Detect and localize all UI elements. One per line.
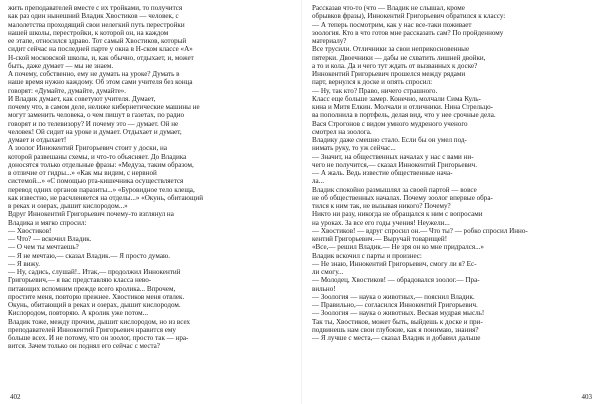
text-line: Класс еще больше замер. Конечно, молчали Сима Куль- [312, 94, 481, 103]
text-line: перевод одних органов паразиты...» «Буровидное тело клеща, [8, 185, 195, 194]
text-line: вится. Зачем только он поднял его сейчас с места? [8, 342, 160, 351]
text-line: — Зоология — наука о животных. Веская мудрая мысль! [312, 309, 485, 318]
text-line: системой...» «С помощью рта-кишечника осуществляется [8, 177, 184, 186]
text-line: — Хвостиков! — вдруг спросил он.— Что ты? — робко спросил Инно- [312, 226, 528, 235]
text-line: говорят: «Думайте, думайте, думайте». [8, 86, 127, 95]
text-line: Владик спокойно размышлял за своей партой — вовсе [312, 185, 477, 194]
text-line: Владику даже смешно стало. Если бы он умел под- [312, 136, 467, 144]
text-line: человек! Ой сидит на уроке и думает. Отдыхает и думает, [8, 127, 182, 136]
text-line: простите меня, повторю прежнее. Хвостиков меня отвлек. [8, 292, 185, 301]
text-line: Все трусили. Отличники за свои неприкосновенные [312, 45, 470, 54]
text-line: — Я лучше с места,— сказал Владик и добавил дальше [312, 334, 481, 342]
text-line: почему что, в самом деле, нелиже кибернетические машины не [8, 103, 200, 111]
right-page-number: 403 [581, 393, 592, 401]
text-line: говорят и по телевизору? И почему это — думает. Ой не [8, 119, 179, 128]
text-line: Владик вскочил с парты и произнес: [312, 251, 422, 260]
text-line: — А жаль. Ведь известие общественные нача- [312, 169, 453, 177]
text-line: Н-ской московской школы, и, как обычно, отдыхает, и, может [8, 53, 194, 62]
text-line: — Значит, на общественных началах у нас с вами ни- [312, 152, 474, 161]
book-gutter [301, 0, 302, 404]
text-line: ли смогу... [312, 268, 344, 276]
text-line: вильно! [312, 284, 336, 293]
text-line: И Владик думает, как советуют учителя. Думает, [8, 94, 156, 103]
text-line: могут заменить человека, о чем пишут в газетах, по радио [8, 111, 185, 120]
text-line: — Ну, садись, слушай!.. Итак,— продолжил Иннокентий [8, 268, 181, 276]
text-line: ее этапе, относился здраво. Тот самый Хвостиков, который [8, 37, 187, 45]
text-line: — Правильно,— согласился Иннокентий Григорьевич. [312, 301, 478, 309]
text-line: тился к ним так, не вызывая никого? Почему? [312, 202, 451, 210]
text-line: наше время нужно каждому. Об этом сами учителя без конца [8, 78, 193, 87]
text-line: обрывков фразы), Иннокентий Григорьевич обратился к классу: [312, 12, 506, 21]
text-line: Вася Строгонов с видом умного мудреного ученого [312, 119, 468, 128]
text-line: «Все,— решил Владик.— Не зря он ко мне придрался...» [312, 243, 484, 252]
text-line: думает и отдыхает! [8, 136, 67, 144]
text-line: — Хвостиков! [8, 226, 52, 235]
text-line: материалу? [312, 37, 347, 45]
text-line: как раз один нынешний Владик Хвостиков — человек, с [8, 12, 179, 21]
text-line: — Не знаю, Иннокентий Григорьевич, смогу ли я? Ес- [312, 259, 477, 268]
text-line: которой развешаны схемы, и что-то объясняет. До Владика [8, 152, 187, 161]
text-line: доносятся только отдельные фразы: «Медуза, таким образом, [8, 160, 194, 169]
text-line: кентий Григорьевич.— Выручай товарищей! [312, 235, 448, 243]
text-line: Вдруг Иннокентий Григорьевич почему-то взглянул на [8, 210, 174, 219]
text-line: смотрел на зоолога. [312, 127, 372, 136]
text-line: — О чем ты мечтаешь? [8, 243, 79, 252]
left-page [8, 4, 295, 390]
text-line: Владика и мягко спросил: [8, 218, 87, 227]
text-line: зоология. Кто в что готов мне рассказать сам? По пройденному [312, 28, 504, 37]
text-line: как известно, не расчленяется на отделы...» «Окунь, обитающий [8, 193, 203, 202]
text-line: быть, даже думает — мы не знаем. [8, 61, 114, 70]
text-line: Иннокентий Григорьевич прошелся между рядами [312, 70, 466, 78]
text-line: нимать руку, то уж сейчас... [312, 144, 396, 153]
text-line: Рассказав что-то (что — Владик не слышал, кроме [312, 4, 465, 12]
text-line: ва пополнила в портфель, делая вид, что у нее срочные дела. [312, 111, 496, 120]
text-line: а то и кола. Да и чего тут ждать от вызванных к доске? [312, 61, 478, 70]
text-line: — Зоология — наука о животных,— пояснил Владик. [312, 292, 475, 301]
text-line: А зоолог Иннокентий Григорьевич стоит у доски, на [8, 144, 167, 153]
text-line: А почему, собственно, ему не думать на уроке? Думать в [8, 70, 180, 78]
text-line: больше всех. И не потому, что он зоолог, просто так — нра- [8, 334, 189, 342]
text-line: не об общественных началах. Почему зоолог впервые обра- [312, 193, 493, 202]
text-line: малолетства проходящий свои нелегкий путь перестройки [8, 20, 185, 29]
text-line: питающих вспомним прежде всего кролика... Впрочем, [8, 284, 176, 293]
text-line: пятерки. Двоечники — дабы не схватить лишней двойки, [312, 53, 486, 62]
text-line: ла... [312, 177, 325, 186]
text-line: жить преподавателей вместе с их тройками, то получится [8, 4, 183, 12]
text-line: сидит сейчас на последней парте у окна в Н-ском классе «А» [8, 45, 193, 54]
right-page [312, 4, 595, 390]
text-line: Так ты, Хвостиков, может быть, выйдешь к доске и при- [312, 317, 483, 326]
text-line: — Что? — вскочил Владик. [8, 235, 92, 243]
left-page-number: 402 [10, 393, 21, 401]
text-line: в отличие от гидры...» «Как мы видим, с нервной [8, 169, 157, 177]
text-line: подвинешь нам свои глубокие, как я понимаю, знания? [312, 325, 479, 334]
text-line: нашей школы, перестройки, к которой он, на каждом [8, 28, 169, 37]
text-line: Никто ни разу, никогда не обращался к ним с вопросами [312, 210, 483, 219]
text-line: кина и Митя Елкин. Молчали и отличники. Нина Стрельцо- [312, 103, 494, 111]
text-line: Кислородом, повторяю. А кролик уже потом... [8, 309, 148, 318]
text-line: — Я вижу. [8, 259, 41, 268]
text-line: на уроках. За все его годы учения! Неужели... [312, 218, 450, 227]
text-line: — Ну, так кто? Право, ничего страшного. [312, 86, 438, 95]
text-line: чего не получится,— сказал Иннокентий Григорьевич. [312, 160, 478, 169]
text-line: — Я не мечтаю,— сказал Владик.— Я просто думаю. [8, 251, 171, 260]
text-line: преподавателей Иннокентий Григорьевич нравится ему [8, 325, 176, 334]
text-line: Владик тоже, между прочим, дышит кислородом, но из всех [8, 317, 191, 326]
text-line: в реках и озерах, дышит кислородом...» [8, 202, 128, 210]
text-line: Григорьевич,— я вас представляю класса нево- [8, 276, 152, 285]
text-line: парт, вернулся к доске и опять спросил: [312, 78, 433, 87]
text-line: — Молодец, Хвостиков! — обрадовался зоолог.— Пра- [312, 276, 480, 285]
text-line: Окунь, обитающий в реках и озерах, дышит кислородом. [8, 301, 181, 309]
text-line: — А теперь посмотрим, как у нас все-таки поживает [312, 20, 472, 29]
